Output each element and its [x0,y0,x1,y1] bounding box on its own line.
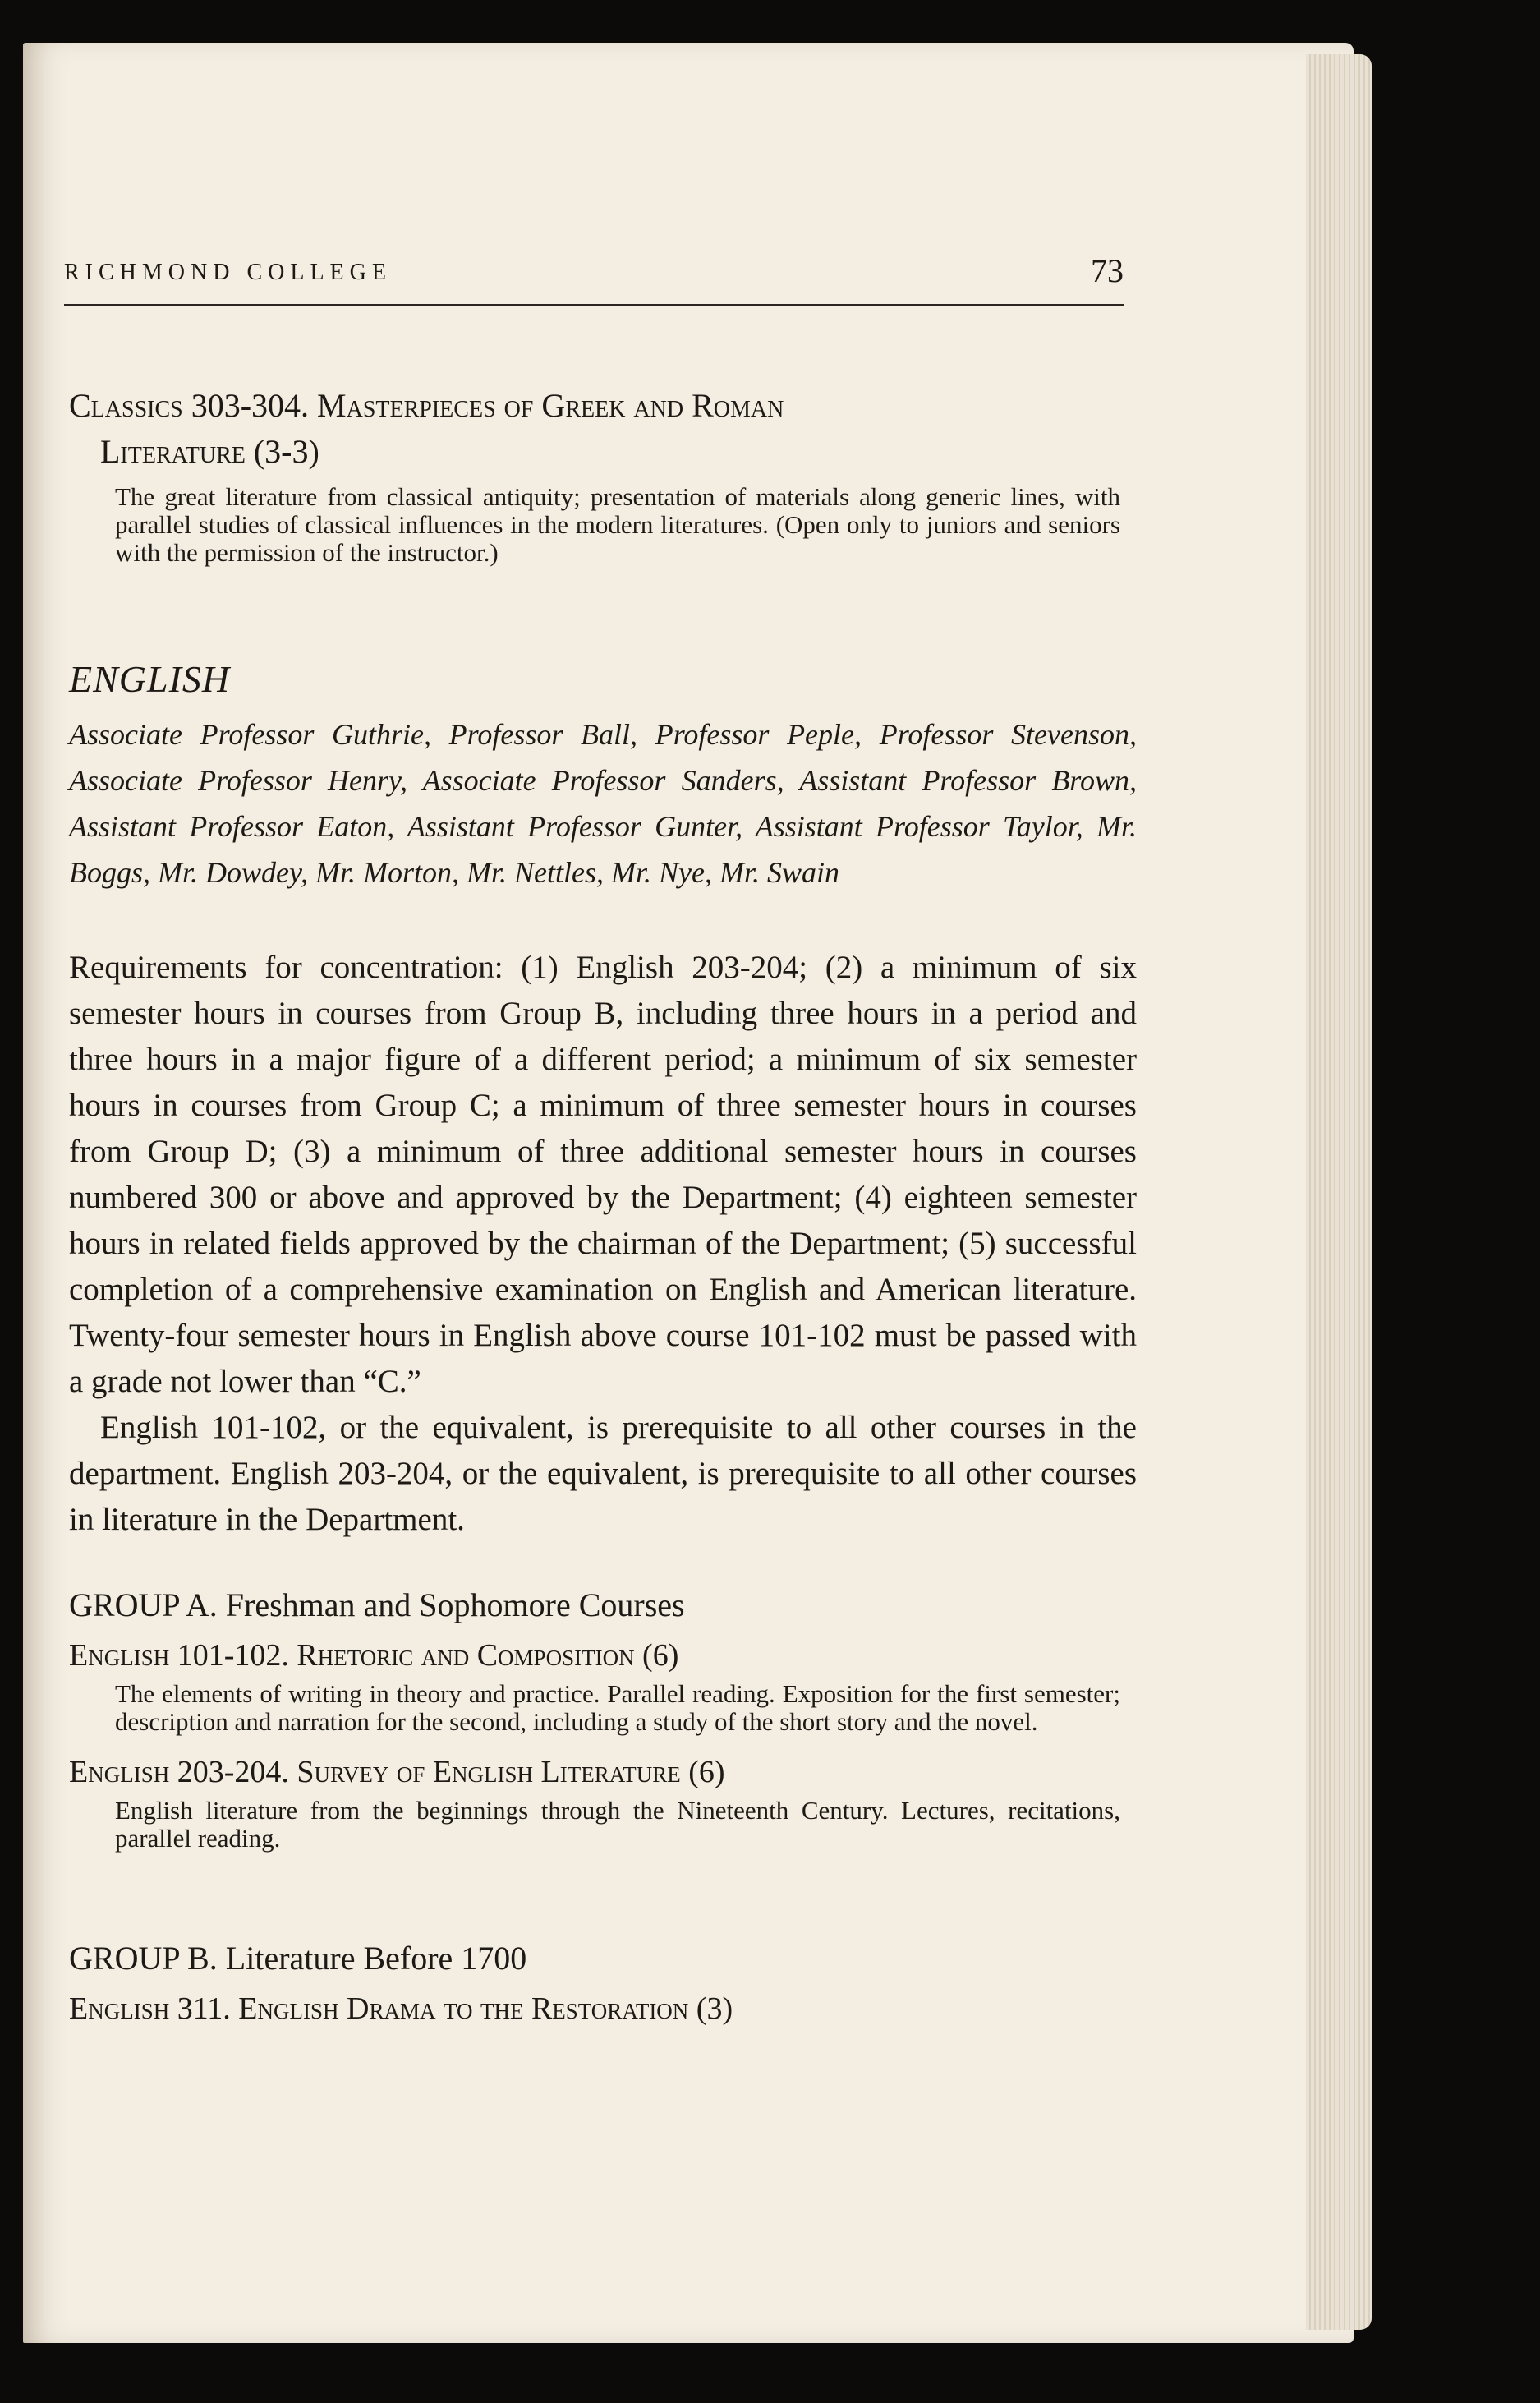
prerequisite-paragraph: English 101-102, or the equivalent, is prerequisite to all other courses in the department. English 203-204, or the equivalent, is prerequisite to all other courses in literature in the Department. [69,1410,1137,1537]
classics-course-title-line2: Literature (3-3) [100,433,319,470]
classics-course-title [69,383,1137,475]
course-title: English 203-204. Survey of English Literature (6) [69,1755,725,1789]
section-title: ENGLISH [69,658,231,700]
requirements-paragraph: Requirements for concentration: (1) English 203-204; (2) a minimum of six semester hours in courses from Group B, including three hours in a period and three hours in a major figure of a different period; a minimum of six semester hours in courses from Group C; a minimum of three semester hours in courses from Group D; (3) a minimum of three additional semester hours in courses numbered 300 or above and approved by the Department; (4) eighteen semester hours in related fields approved by the chairman of the Department; (5) successful completion of a comprehensive examination on English and American literature. Twenty-four semester hours in English above course 101-102 must be passed with a grade not lower than “C.” [69,950,1137,1399]
course-title: English 311. English Drama to the Restoration (3) [69,1991,733,2026]
classics-course [69,383,1137,567]
running-head-college: RICHMOND COLLEGE [64,260,392,285]
running-head [64,253,1124,306]
classics-course-description: The great literature from classical antiquity; presentation of materials along generic lines, with parallel studies of classical influences in the modern literatures. (Open only to juniors and seniors with the permission of the instructor.) [115,482,1120,567]
english-requirements [69,945,1137,1543]
group-a [69,1586,1137,1853]
course-description: English literature from the beginnings through the Nineteenth Century. Lectures, recitations, parallel reading. [115,1796,1120,1853]
group-a-title: GROUP A. Freshman and Sophomore Courses [69,1586,685,1623]
page-number: 73 [1091,252,1124,289]
course-title: English 101-102. Rhetoric and Composition (6) [69,1638,679,1673]
english-section-title [69,657,1137,701]
group-b [69,1939,1137,2027]
course-description: The elements of writing in theory and practice. Parallel reading. Exposition for the first semester; description and narration for the second, including a study of the short story and the novel. [115,1679,1120,1736]
classics-course-title-line1: Classics 303-304. Masterpieces of Greek and Roman [69,387,784,424]
english-faculty: Associate Professor Guthrie, Professor Ball, Professor Peple, Professor Stevenson, Associate Professor Henry, Associate Professor Sanders, Assistant Professor Brown, Assistant Professor Eaton, Assistant Professor Gunter, Assistant Professor Taylor, Mr. Boggs, Mr. Dowdey, Mr. Morton, Mr. Nettles, Mr. Nye, Mr. Swain [69,718,1137,889]
group-b-title: GROUP B. Literature Before 1700 [69,1940,527,1977]
